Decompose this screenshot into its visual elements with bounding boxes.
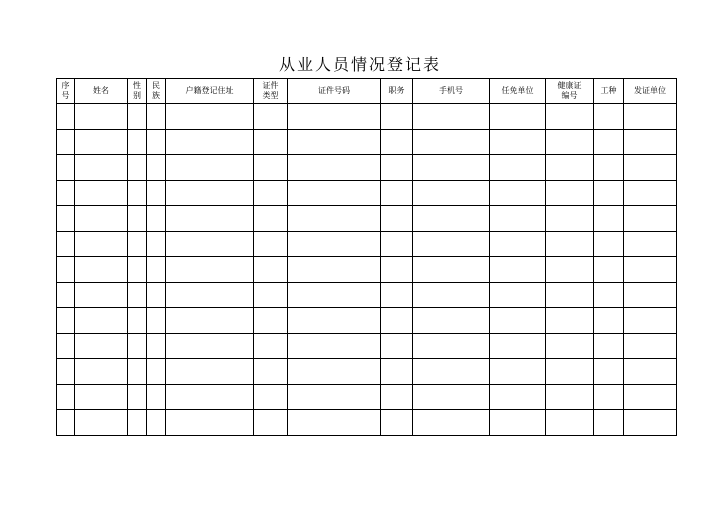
table-cell-seq[interactable] xyxy=(57,410,75,436)
table-cell-issuing-unit[interactable] xyxy=(624,308,677,334)
table-cell-id-number[interactable] xyxy=(288,257,381,283)
table-cell-household-address[interactable] xyxy=(166,308,254,334)
table-cell-health-cert-no[interactable] xyxy=(546,333,594,359)
table-cell-name[interactable] xyxy=(75,308,128,334)
table-cell-job-type[interactable] xyxy=(594,129,624,155)
table-cell-name[interactable] xyxy=(75,282,128,308)
table-cell-seq[interactable] xyxy=(57,129,75,155)
table-cell-id-type[interactable] xyxy=(254,359,288,385)
table-cell-health-cert-no[interactable] xyxy=(546,282,594,308)
column-header-household-address: 户籍登记住址 xyxy=(166,79,254,104)
table-cell-phone[interactable] xyxy=(413,384,490,410)
table-cell-health-cert-no[interactable] xyxy=(546,359,594,385)
table-cell-household-address[interactable] xyxy=(166,282,254,308)
table-cell-appointing-unit[interactable] xyxy=(490,257,546,283)
column-header-id-number: 证件号码 xyxy=(288,79,381,104)
column-header-job-type: 工种 xyxy=(594,79,624,104)
table-cell-gender[interactable] xyxy=(128,129,147,155)
table-cell-appointing-unit[interactable] xyxy=(490,104,546,130)
table-cell-gender[interactable] xyxy=(128,410,147,436)
table-cell-job-type[interactable] xyxy=(594,257,624,283)
table-row xyxy=(57,308,677,334)
table-cell-name[interactable] xyxy=(75,257,128,283)
table-cell-gender[interactable] xyxy=(128,333,147,359)
table-cell-appointing-unit[interactable] xyxy=(490,410,546,436)
table-cell-ethnicity[interactable] xyxy=(147,359,166,385)
column-header-health-cert-no: 健康证 编号 xyxy=(546,79,594,104)
table-cell-job-type[interactable] xyxy=(594,410,624,436)
table-cell-position[interactable] xyxy=(381,359,413,385)
column-header-ethnicity: 民 族 xyxy=(147,79,166,104)
table-cell-ethnicity[interactable] xyxy=(147,384,166,410)
table-cell-position[interactable] xyxy=(381,282,413,308)
table-cell-ethnicity[interactable] xyxy=(147,129,166,155)
table-cell-position[interactable] xyxy=(381,410,413,436)
table-cell-position[interactable] xyxy=(381,155,413,181)
table-cell-position[interactable] xyxy=(381,257,413,283)
table-cell-issuing-unit[interactable] xyxy=(624,206,677,232)
table-cell-issuing-unit[interactable] xyxy=(624,155,677,181)
table-cell-gender[interactable] xyxy=(128,308,147,334)
table-cell-issuing-unit[interactable] xyxy=(624,231,677,257)
table-cell-job-type[interactable] xyxy=(594,231,624,257)
table-cell-health-cert-no[interactable] xyxy=(546,384,594,410)
table-cell-appointing-unit[interactable] xyxy=(490,129,546,155)
table-cell-id-number[interactable] xyxy=(288,129,381,155)
table-cell-position[interactable] xyxy=(381,180,413,206)
table-cell-household-address[interactable] xyxy=(166,410,254,436)
table-cell-household-address[interactable] xyxy=(166,129,254,155)
table-cell-seq[interactable] xyxy=(57,384,75,410)
table-cell-household-address[interactable] xyxy=(166,359,254,385)
table-cell-gender[interactable] xyxy=(128,104,147,130)
table-cell-ethnicity[interactable] xyxy=(147,180,166,206)
table-cell-issuing-unit[interactable] xyxy=(624,384,677,410)
table-cell-ethnicity[interactable] xyxy=(147,206,166,232)
table-row xyxy=(57,282,677,308)
table-cell-name[interactable] xyxy=(75,359,128,385)
table-cell-seq[interactable] xyxy=(57,180,75,206)
table-cell-id-type[interactable] xyxy=(254,410,288,436)
table-cell-name[interactable] xyxy=(75,155,128,181)
table-cell-name[interactable] xyxy=(75,231,128,257)
table-cell-id-type[interactable] xyxy=(254,282,288,308)
table-cell-issuing-unit[interactable] xyxy=(624,129,677,155)
table-cell-appointing-unit[interactable] xyxy=(490,384,546,410)
table-cell-health-cert-no[interactable] xyxy=(546,129,594,155)
table-cell-gender[interactable] xyxy=(128,180,147,206)
table-cell-id-number[interactable] xyxy=(288,308,381,334)
table-cell-issuing-unit[interactable] xyxy=(624,104,677,130)
table-cell-gender[interactable] xyxy=(128,206,147,232)
table-cell-id-number[interactable] xyxy=(288,155,381,181)
table-row xyxy=(57,180,677,206)
table-cell-gender[interactable] xyxy=(128,155,147,181)
table-row xyxy=(57,257,677,283)
table-cell-household-address[interactable] xyxy=(166,384,254,410)
table-cell-id-type[interactable] xyxy=(254,384,288,410)
table-cell-appointing-unit[interactable] xyxy=(490,359,546,385)
table-cell-id-type[interactable] xyxy=(254,104,288,130)
table-cell-health-cert-no[interactable] xyxy=(546,257,594,283)
table-cell-position[interactable] xyxy=(381,231,413,257)
table-cell-household-address[interactable] xyxy=(166,333,254,359)
table-cell-issuing-unit[interactable] xyxy=(624,359,677,385)
table-cell-job-type[interactable] xyxy=(594,155,624,181)
column-header-position: 职务 xyxy=(381,79,413,104)
table-cell-phone[interactable] xyxy=(413,333,490,359)
table-cell-name[interactable] xyxy=(75,104,128,130)
table-header-row xyxy=(57,79,677,104)
table-cell-seq[interactable] xyxy=(57,308,75,334)
personnel-register-table xyxy=(56,78,677,436)
table-cell-name[interactable] xyxy=(75,384,128,410)
table-row xyxy=(57,129,677,155)
table-cell-id-type[interactable] xyxy=(254,206,288,232)
table-row xyxy=(57,410,677,436)
table-cell-issuing-unit[interactable] xyxy=(624,410,677,436)
table-cell-id-number[interactable] xyxy=(288,410,381,436)
table-cell-job-type[interactable] xyxy=(594,384,624,410)
table-row xyxy=(57,104,677,130)
table-cell-appointing-unit[interactable] xyxy=(490,333,546,359)
table-cell-ethnicity[interactable] xyxy=(147,231,166,257)
table-row xyxy=(57,155,677,181)
table-cell-gender[interactable] xyxy=(128,359,147,385)
table-cell-gender[interactable] xyxy=(128,282,147,308)
table-cell-household-address[interactable] xyxy=(166,180,254,206)
table-cell-phone[interactable] xyxy=(413,129,490,155)
table-cell-id-number[interactable] xyxy=(288,384,381,410)
table-cell-seq[interactable] xyxy=(57,282,75,308)
table-cell-ethnicity[interactable] xyxy=(147,308,166,334)
table-body xyxy=(57,104,677,436)
table-cell-appointing-unit[interactable] xyxy=(490,155,546,181)
table-cell-seq[interactable] xyxy=(57,206,75,232)
table-cell-id-number[interactable] xyxy=(288,282,381,308)
table-cell-seq[interactable] xyxy=(57,155,75,181)
table-cell-issuing-unit[interactable] xyxy=(624,180,677,206)
column-header-gender: 性 别 xyxy=(128,79,147,104)
table-cell-ethnicity[interactable] xyxy=(147,257,166,283)
table-cell-id-number[interactable] xyxy=(288,104,381,130)
table-cell-id-type[interactable] xyxy=(254,308,288,334)
table-cell-job-type[interactable] xyxy=(594,180,624,206)
table-cell-ethnicity[interactable] xyxy=(147,104,166,130)
table-cell-job-type[interactable] xyxy=(594,206,624,232)
table-cell-phone[interactable] xyxy=(413,257,490,283)
table-cell-phone[interactable] xyxy=(413,231,490,257)
table-cell-job-type[interactable] xyxy=(594,308,624,334)
column-header-phone: 手机号 xyxy=(413,79,490,104)
document-title: 从业人员情况登记表 xyxy=(278,55,441,74)
table-cell-phone[interactable] xyxy=(413,104,490,130)
table-cell-appointing-unit[interactable] xyxy=(490,180,546,206)
column-header-appointing-unit: 任免单位 xyxy=(490,79,546,104)
table-row xyxy=(57,231,677,257)
table-cell-phone[interactable] xyxy=(413,359,490,385)
table-cell-name[interactable] xyxy=(75,333,128,359)
table-cell-gender[interactable] xyxy=(128,231,147,257)
table-cell-appointing-unit[interactable] xyxy=(490,282,546,308)
table-cell-phone[interactable] xyxy=(413,282,490,308)
table-cell-health-cert-no[interactable] xyxy=(546,206,594,232)
table-cell-id-number[interactable] xyxy=(288,206,381,232)
table-cell-phone[interactable] xyxy=(413,180,490,206)
table-cell-id-type[interactable] xyxy=(254,155,288,181)
table-cell-appointing-unit[interactable] xyxy=(490,231,546,257)
table-cell-household-address[interactable] xyxy=(166,155,254,181)
table-cell-job-type[interactable] xyxy=(594,333,624,359)
table-cell-phone[interactable] xyxy=(413,308,490,334)
column-header-issuing-unit: 发证单位 xyxy=(624,79,677,104)
table-cell-seq[interactable] xyxy=(57,104,75,130)
table-cell-health-cert-no[interactable] xyxy=(546,308,594,334)
table-cell-seq[interactable] xyxy=(57,257,75,283)
table-cell-appointing-unit[interactable] xyxy=(490,308,546,334)
table-cell-phone[interactable] xyxy=(413,410,490,436)
column-header-name: 姓名 xyxy=(75,79,128,104)
table-cell-id-type[interactable] xyxy=(254,180,288,206)
table-cell-position[interactable] xyxy=(381,129,413,155)
table-cell-issuing-unit[interactable] xyxy=(624,282,677,308)
table-cell-position[interactable] xyxy=(381,206,413,232)
table-cell-name[interactable] xyxy=(75,410,128,436)
table-cell-seq[interactable] xyxy=(57,333,75,359)
table-cell-name[interactable] xyxy=(75,206,128,232)
table-cell-health-cert-no[interactable] xyxy=(546,231,594,257)
table-cell-gender[interactable] xyxy=(128,257,147,283)
table-cell-id-number[interactable] xyxy=(288,333,381,359)
table-cell-id-type[interactable] xyxy=(254,257,288,283)
table-row xyxy=(57,206,677,232)
table-cell-id-number[interactable] xyxy=(288,180,381,206)
table-cell-seq[interactable] xyxy=(57,359,75,385)
table-cell-id-number[interactable] xyxy=(288,231,381,257)
table-cell-id-type[interactable] xyxy=(254,333,288,359)
column-header-seq: 序 号 xyxy=(57,79,75,104)
table-cell-ethnicity[interactable] xyxy=(147,282,166,308)
table-cell-position[interactable] xyxy=(381,308,413,334)
table-cell-issuing-unit[interactable] xyxy=(624,257,677,283)
table-cell-position[interactable] xyxy=(381,384,413,410)
table-cell-ethnicity[interactable] xyxy=(147,333,166,359)
table-cell-phone[interactable] xyxy=(413,206,490,232)
table-cell-issuing-unit[interactable] xyxy=(624,333,677,359)
table-cell-ethnicity[interactable] xyxy=(147,410,166,436)
table-cell-position[interactable] xyxy=(381,104,413,130)
table-cell-name[interactable] xyxy=(75,180,128,206)
table-cell-health-cert-no[interactable] xyxy=(546,104,594,130)
table-cell-id-number[interactable] xyxy=(288,359,381,385)
table-cell-phone[interactable] xyxy=(413,155,490,181)
table-cell-name[interactable] xyxy=(75,129,128,155)
table-row xyxy=(57,384,677,410)
table-cell-household-address[interactable] xyxy=(166,231,254,257)
table-cell-health-cert-no[interactable] xyxy=(546,180,594,206)
table-cell-gender[interactable] xyxy=(128,384,147,410)
table-cell-job-type[interactable] xyxy=(594,282,624,308)
table-cell-id-type[interactable] xyxy=(254,231,288,257)
table-cell-ethnicity[interactable] xyxy=(147,155,166,181)
table-cell-household-address[interactable] xyxy=(166,206,254,232)
table-cell-household-address[interactable] xyxy=(166,104,254,130)
column-header-id-type: 证件 类型 xyxy=(254,79,288,104)
table-cell-position[interactable] xyxy=(381,333,413,359)
table-row xyxy=(57,333,677,359)
table-cell-job-type[interactable] xyxy=(594,104,624,130)
table-cell-job-type[interactable] xyxy=(594,359,624,385)
table-cell-health-cert-no[interactable] xyxy=(546,410,594,436)
table-cell-household-address[interactable] xyxy=(166,257,254,283)
table-cell-health-cert-no[interactable] xyxy=(546,155,594,181)
table-cell-seq[interactable] xyxy=(57,231,75,257)
table-cell-id-type[interactable] xyxy=(254,129,288,155)
table-cell-appointing-unit[interactable] xyxy=(490,206,546,232)
table-row xyxy=(57,359,677,385)
